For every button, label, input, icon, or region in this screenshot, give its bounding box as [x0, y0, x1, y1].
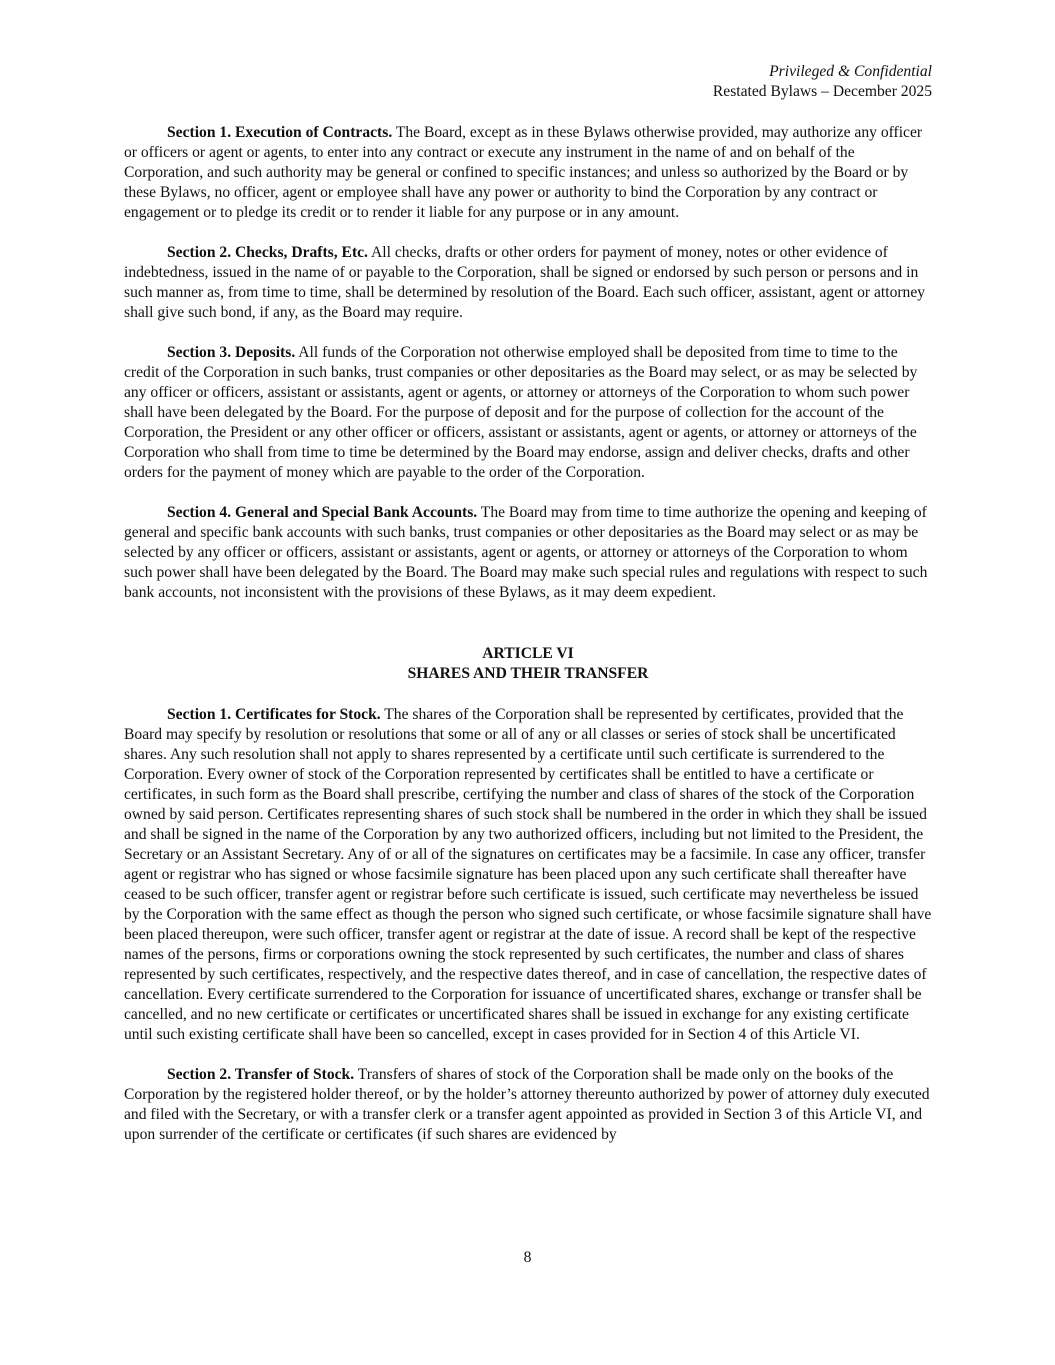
article-number: ARTICLE VI [482, 645, 574, 662]
article-title: SHARES AND THEIR TRANSFER [407, 665, 649, 682]
section-paragraph [124, 503, 932, 603]
section-heading: Section 1. Certificates for Stock. [167, 706, 381, 723]
confidentiality-label: Privileged & Confidential [769, 63, 932, 80]
section-heading: Section 2. Transfer of Stock. [167, 1066, 355, 1083]
page-number: 8 [523, 1249, 532, 1266]
section-text: The Board, except as in these Bylaws otherwise provided, may authorize any officer or officers or agent or agents, to enter into any contract or execute any instrument in the name of and on behalf of the Corporation, and such authority may be general or confined to specific instances; and unless so authorized by the Board or by these Bylaws, no officer, agent or employee shall have any power or authority to bind the Corporation by any contract or engagement or to pledge its credit or to render it liable for any purpose or in any amount. [124, 124, 923, 221]
section-paragraph [124, 1065, 932, 1145]
section-text: All checks, drafts or other orders for payment of money, notes or other evidence of indebtedness, issued in the name of or payable to the Corporation, shall be signed or endorsed by such person or persons and in such manner as, from time to time, shall be determined by resolution of the Board. Each such officer, assistant, agent or attorney shall give such bond, if any, as the Board may require. [124, 244, 926, 321]
section-heading: Section 3. Deposits. [167, 344, 296, 361]
section-heading: Section 4. General and Special Bank Accounts. [167, 504, 478, 521]
document-page [124, 62, 932, 1165]
article-heading [124, 644, 932, 684]
section-paragraph [124, 343, 932, 483]
section-heading: Section 2. Checks, Drafts, Etc. [167, 244, 368, 261]
section-text: All funds of the Corporation not otherwise employed shall be deposited from time to time to the credit of the Corporation in such banks, trust companies or other depositaries as the Board may select, or as may be selected by any officer or officers, assistant or assistants, agent or agents, or attorney or attorneys of the Corporation to whom such power shall have been delegated by the Board. For the purpose of deposit and for the purpose of collection for the account of the Corporation, the President or any other officer or officers, assistant or assistants, agent or agents, or attorney or attorneys of the Corporation who shall from time to time be determined by the Board may endorse, assign and deliver checks, drafts and other orders for the payment of money which are payable to the order of the Corporation. [124, 344, 918, 481]
section-text: The Board may from time to time authorize the opening and keeping of general and specific bank accounts with such banks, trust companies or other depositaries as the Board may select or as may be selected by any officer or officers, assistant or assistants, agent or agents, or attorney or attorneys of the Corporation to whom such power shall have been delegated by the Board. The Board may make such special rules and regulations with respect to such bank accounts, not inconsistent with the provisions of these Bylaws, as it may deem expedient. [124, 504, 928, 601]
section-text: The shares of the Corporation shall be represented by certificates, provided that the Board may specify by resolution or resolutions that some or all of any or all classes or series of stock shall be uncertificated shares. Any such resolution shall not apply to shares represented by a certificate until such certificate is surrendered to the Corporation. Every owner of stock of the Corporation represented by certificates shall be entitled to have a certificate or certificates, in such form as the Board shall prescribe, certifying the number and class of shares of the stock of the Corporation owned by said person. Certificates representing shares of such stock shall be numbered in the order in which they shall be issued and shall be signed in the name of the Corporation by any two authorized officers, including but not limited to the President, the Secretary or an Assistant Secretary. Any of or all of the signatures on certificates may be a facsimile. In case any officer, transfer agent or registrar who has signed or whose facsimile signature has been placed upon any such certificate shall thereafter have ceased to be such officer, transfer agent or registrar before such certificate is issued, such certificate may nevertheless be issued by the Corporation with the same effect as though the person who signed such certificate, or whose facsimile signature shall have been placed thereupon, were such officer, transfer agent or registrar at the date of issue. A record shall be kept of the respective names of the persons, firms or corporations owning the stock represented by such certificates, the number and class of shares represented by such certificates, respectively, and the respective dates thereof, and in case of cancellation, the respective dates of cancellation. Every certificate surrendered to the Corporation for issuance of uncertificated shares, exchange or transfer shall be cancelled, and no new certificate or certificates or uncertificated shares shall be issued in exchange for any existing certificate until such existing certificate shall have been so cancelled, except in cases provided for in Section 4 of this Article VI. [124, 706, 932, 1043]
document-title: Restated Bylaws – December 2025 [712, 83, 932, 100]
section-paragraph [124, 243, 932, 323]
section-paragraph [124, 123, 932, 223]
section-text: Transfers of shares of stock of the Corporation shall be made only on the books of the Corporation by the registered holder thereof, or by the holder’s attorney thereunto authorized by power of attorney duly executed and filed with the Secretary, or with a transfer clerk or a transfer agent appointed as provided in Section 3 of this Article VI, and upon surrender of the certificate or certificates (if such shares are evidenced by [124, 1066, 930, 1143]
page-header [124, 62, 932, 102]
section-heading: Section 1. Execution of Contracts. [167, 124, 393, 141]
section-paragraph [124, 705, 932, 1045]
